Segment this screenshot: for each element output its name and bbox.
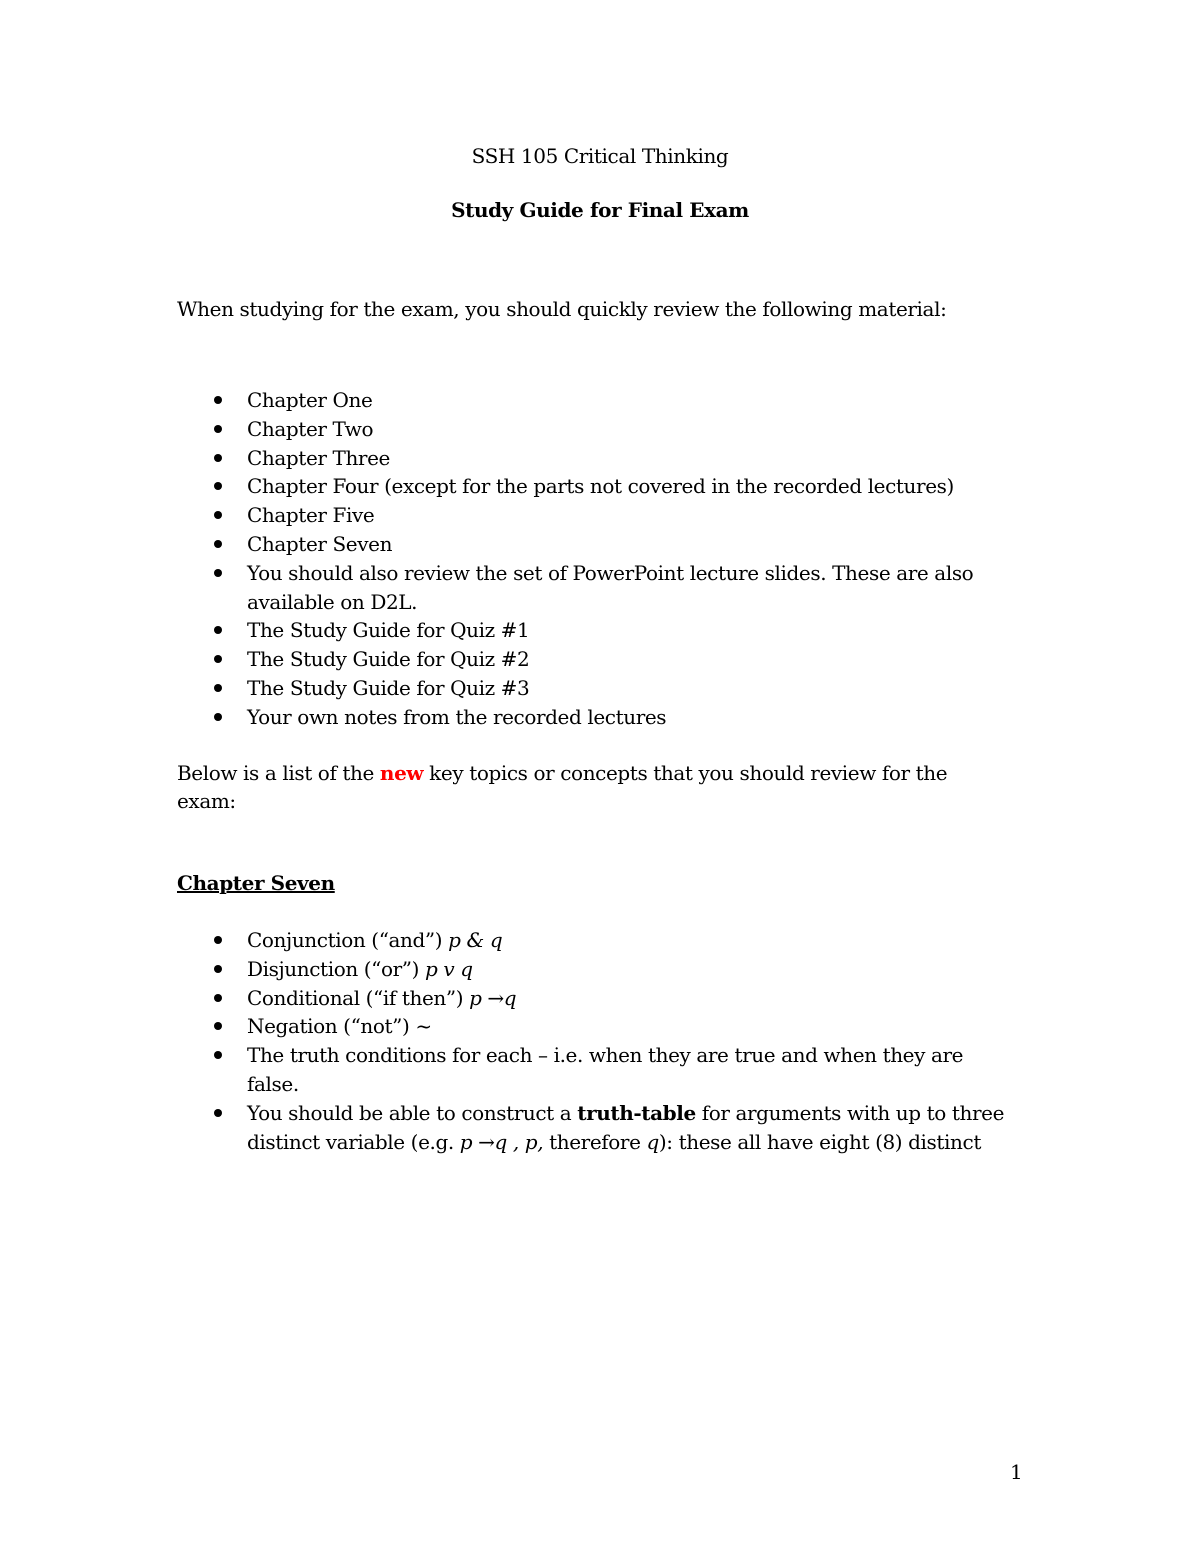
bullet-icon [214, 655, 222, 663]
list-item: Chapter Four (except for the parts not covered in the recorded lectures) [214, 472, 1054, 501]
list-item: The Study Guide for Quiz #1 [214, 616, 1054, 645]
bullet-icon [214, 1109, 222, 1117]
list-item: Negation (“not”) ~ [214, 1012, 1054, 1041]
bullet-icon [214, 396, 222, 404]
negation-symbol: ~ [415, 1014, 432, 1039]
chapter-seven-topics [214, 926, 1054, 1156]
disjunction-symbol: p v q [425, 956, 473, 981]
conjunction-symbol: p & q [448, 928, 503, 952]
intro-paragraph: When studying for the exam, you should quickly review the following material: [177, 297, 947, 321]
bullet-icon [214, 482, 222, 490]
course-title: SSH 105 Critical Thinking [471, 144, 729, 168]
list-item: You should also review the set of PowerPoint lecture slides. These are also available on D2L. [214, 559, 1007, 617]
bullet-icon [214, 626, 222, 634]
bullet-icon [214, 1022, 222, 1030]
bullet-icon [214, 936, 222, 944]
conditional-symbol: p →q [469, 985, 517, 1010]
document-title: Study Guide for Final Exam [451, 198, 749, 222]
bullet-icon [214, 569, 222, 577]
new-topics-paragraph-cont: exam: [177, 789, 236, 813]
bullet-icon [214, 994, 222, 1002]
list-item: Chapter One [214, 386, 1054, 415]
list-item: Chapter Five [214, 501, 1054, 530]
list-item: You should be able to construct a truth-table for arguments with up to three distinct variable (e.g. p →q , p, therefore q): these all have eight (8) distinct [214, 1099, 1047, 1157]
list-item: Your own notes from the recorded lectures [214, 703, 1054, 732]
bullet-icon [214, 454, 222, 462]
bullet-icon [214, 684, 222, 692]
list-item: Conjunction (“and”) p & q [214, 926, 1054, 955]
bullet-icon [214, 511, 222, 519]
review-material-list [214, 386, 1054, 732]
list-item: Chapter Three [214, 444, 1054, 473]
list-item: Chapter Seven [214, 530, 1054, 559]
bullet-icon [214, 1051, 222, 1059]
bullet-icon [214, 965, 222, 973]
bullet-icon [214, 713, 222, 721]
bullet-icon [214, 540, 222, 548]
list-item: The truth conditions for each – i.e. when they are true and when they are false. [214, 1041, 987, 1099]
page-number: 1 [1010, 1460, 1023, 1484]
list-item: The Study Guide for Quiz #3 [214, 674, 1054, 703]
bullet-icon [214, 425, 222, 433]
list-item: The Study Guide for Quiz #2 [214, 645, 1054, 674]
list-item: Chapter Two [214, 415, 1054, 444]
truth-table-term: truth-table [577, 1100, 696, 1125]
list-item: Disjunction (“or”) p v q [214, 955, 1054, 984]
new-topics-paragraph: Below is a list of the new key topics or concepts that you should review for the [177, 761, 948, 785]
list-item: Conditional (“if then”) p →q [214, 984, 1054, 1013]
section-heading: Chapter Seven [177, 871, 335, 895]
new-highlight: new [379, 761, 424, 785]
